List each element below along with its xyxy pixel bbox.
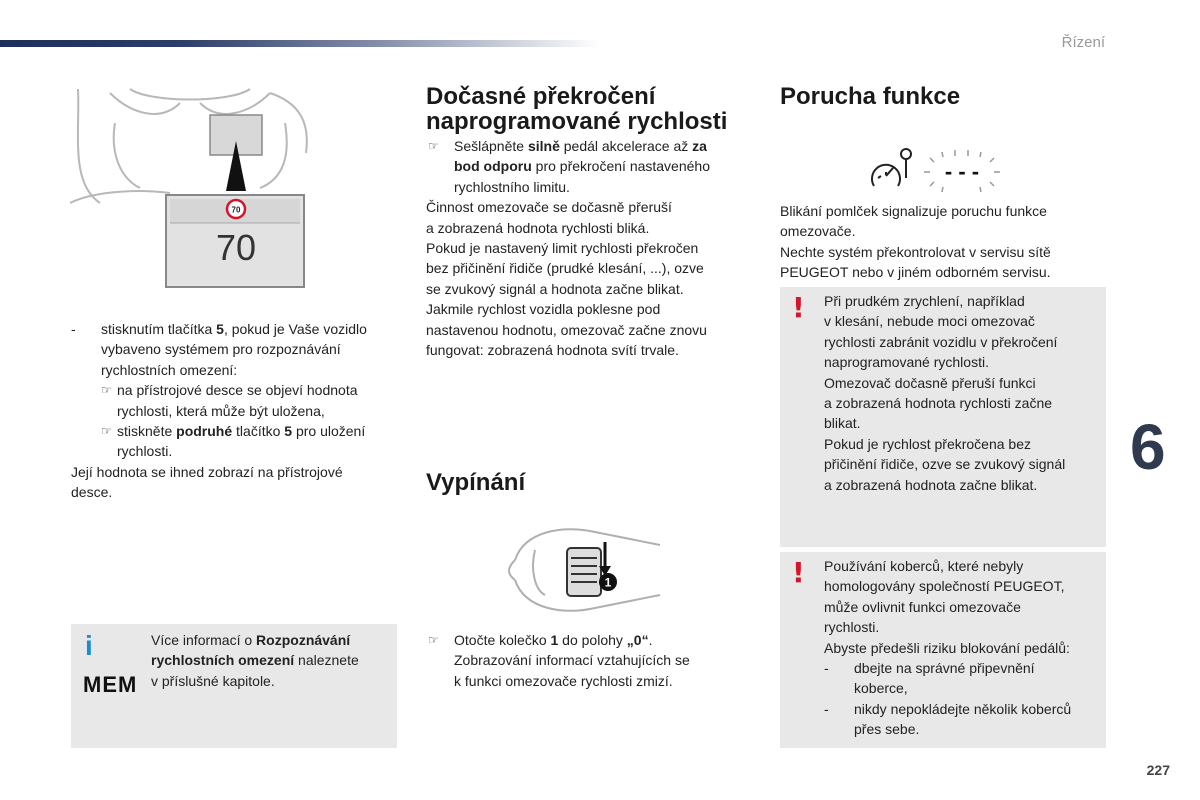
info-text: Více informací o Rozpoznávání rychlostních omezení naleznete v příslušné kapitole. <box>151 632 359 689</box>
malfunction-text: Blikání pomlček signalizuje poruchu funkce omezovače. Nechte systém překontrolovat v servisu sítě PEUGEOT nebo v jiném odborném servisu. <box>780 203 1051 281</box>
display-value: 70 <box>215 227 257 268</box>
stalk-control-illustration <box>505 520 665 620</box>
info-box <box>71 624 397 748</box>
warning-icon: ! <box>792 291 805 324</box>
switch-off-text <box>426 630 766 691</box>
list-item: - nikdy nepokládejte několik koberců přes sebe. <box>824 700 1072 738</box>
pointer-icon: ☞ <box>428 139 439 153</box>
pointer-icon: ☞ <box>101 383 112 398</box>
instrument-display-illustration <box>70 83 310 293</box>
header-bar <box>0 40 600 47</box>
middle-text: ☞ Sešlápněte silně pedál akcelerace až za bod odporu pro překročení nastaveného rychlostního limitu. Činnost omezovače se dočasně přeruší a zobrazená hodnota rychlosti bliká. Pokud je nastavený limit rychlosti překročen bez přičinění řidiče (prudké klesání, ...), ozve se zvukový signál a hodnota začne blikat. Jakmile rychlost vozidla poklesne pod nastavenou hodnotu, omezovač začne znovu fungovat: zobrazená hodnota svítí trvale. <box>426 136 766 360</box>
warning-box-floor-mats <box>780 552 1106 748</box>
sub-item: ☞ stiskněte podruhé tlačítko 5 pro uložení rychlosti. <box>101 423 366 460</box>
warning-icon: ! <box>792 556 805 589</box>
section-title-malfunction: Porucha funkce <box>780 83 961 110</box>
control-label: 1 <box>604 575 612 590</box>
warning-box-acceleration <box>780 287 1106 547</box>
section-title-temporary-override: Dočasné překročení naprogramované rychlosti <box>426 83 728 135</box>
sign-value: 70 <box>231 205 241 215</box>
pointer-icon: ☞ <box>428 633 439 647</box>
list-item: - dbejte na správné připevnění koberce, <box>824 660 1035 697</box>
section-name: Řízení <box>1061 34 1105 51</box>
page-number: 227 <box>1146 762 1170 778</box>
malfunction-indicator <box>862 144 1012 194</box>
left-text: - stisknutím tlačítka 5, pokud je Vaše vozidlo vybaveno systémem pro rozpoznávání rychlostních omezení: ☞ na přístrojové desce se objeví hodnota rychlosti, která může být uložena, ☞ stiskněte podruhé tlačítko 5 pro uložení rychlosti. Její hodnota se ihned zobrazí na přístrojové desce. <box>71 319 401 503</box>
mem-label: MEM <box>83 672 138 697</box>
info-icon: i <box>85 630 93 661</box>
warning-text: Při prudkém zrychlení, například v klesání, nebude moci omezovač rychlosti zabránit vozidlu v překročení naprogramované rychlosti. Omezovač dočasně přeruší funkci a zobrazená hodnota rychlosti začne blikat. Pokud je rychlost překročena bez přičinění řidiče, ozve se zvukový signál a zobrazená hodnota začne blikat. <box>824 293 1066 493</box>
warning-text: Používání koberců, které nebyly homologovány společností PEUGEOT, může ovlivnit funkci omezovače rychlosti. Abyste předešli riziku blokování pedálů: - dbejte na správné připevnění koberce, - nikdy nepokládejte několik koberců přes sebe. <box>824 556 1100 740</box>
chapter-number: 6 <box>1130 411 1166 483</box>
dashes-display: - - - <box>944 159 980 184</box>
sub-item: ☞ na přístrojové desce se objeví hodnota rychlosti, která může být uložena, <box>101 382 358 419</box>
list-item: ☞ Otočte kolečko 1 do polohy „0“. Zobrazování informací vztahujících se k funkci omezovače rychlosti zmizí. <box>428 632 690 689</box>
list-item: ☞ Sešlápněte silně pedál akcelerace až za bod odporu pro překročení nastaveného rychlostního limitu. <box>428 138 710 195</box>
pointer-icon: ☞ <box>101 424 112 439</box>
section-title-switch-off: Vypínání <box>426 469 526 496</box>
list-item: - stisknutím tlačítka 5, pokud je Vaše vozidlo vybaveno systémem pro rozpoznávání rychlostních omezení: <box>71 321 367 378</box>
speed-limiter-icon <box>872 149 911 186</box>
